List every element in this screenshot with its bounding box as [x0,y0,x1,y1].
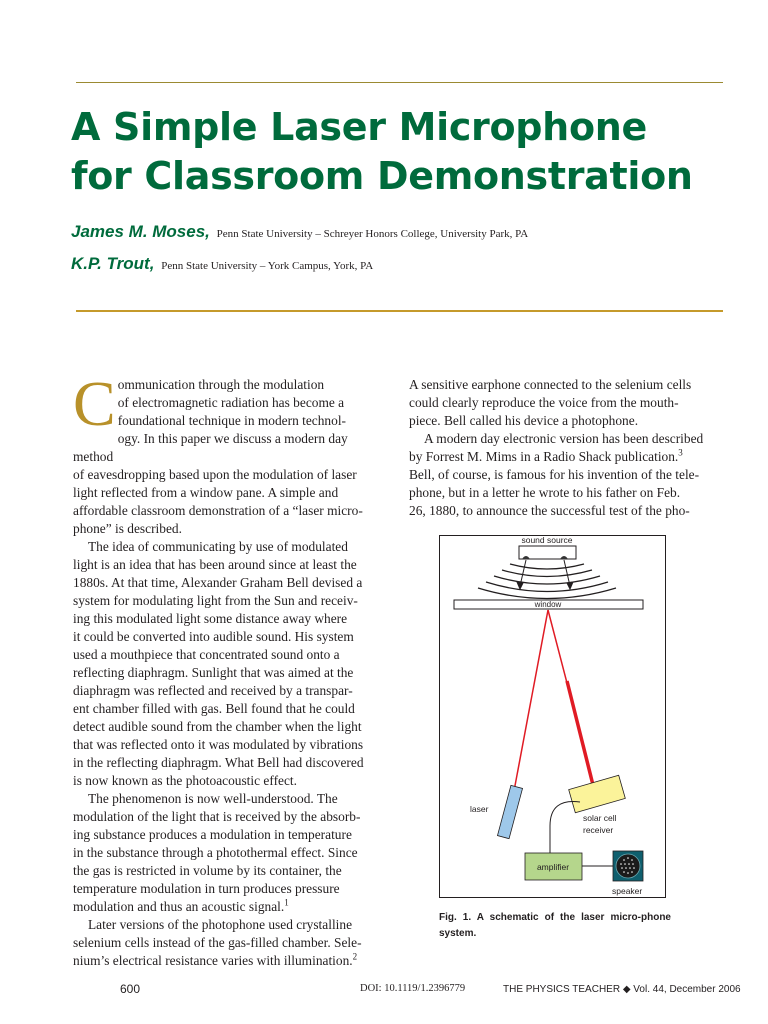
page-number: 600 [120,982,141,996]
article-title [71,103,751,201]
author-name: James M. Moses, [71,222,210,241]
body-line: in the reflecting diaphragm. What Bell had discovered [73,755,364,770]
body-line: that was reflected onto it was modulated by vibrations [73,737,364,752]
figure-caption: Fig. 1. A schematic of the laser micro-phone system. [439,912,671,939]
body-line: nium’s electrical resistance varies with illumination. [73,953,353,968]
paragraph-earphone [409,376,724,430]
title-block-rule [76,310,723,312]
incident-beam [514,610,548,791]
body-line: foundational technique in modern technol- [117,413,347,428]
body-line: modulation of the light that is received by the absorb- [73,809,361,824]
body-column-1 [73,368,383,970]
body-line: ommunication through the modulation [117,377,325,392]
solar-cell-receiver [569,775,626,812]
doi: DOI: 10.1119/1.2396779 [360,983,466,994]
body-line: ing substance produces a modulation in temperature [73,827,352,842]
body-line: diaphragm was reflected and received by a transpar- [73,683,353,698]
sound-source-label: sound source [521,536,573,545]
author-affiliation: Penn State University – York Campus, York, PA [161,260,374,272]
body-line: The idea of communicating by use of modulated [88,539,348,554]
header-rule [76,82,723,83]
body-line: piece. Bell called his device a photophone. [409,413,639,428]
body-line: 1880s. At that time, Alexander Graham Bell devised a [73,575,363,590]
body-line: of electromagnetic radiation has become a [117,395,345,410]
journal-citation: THE PHYSICS TEACHER ◆ Vol. 44, December 2006 [503,984,741,995]
body-line: Bell, of course, is famous for his invention of the tele- [409,467,700,482]
body-line: A modern day electronic version has been described [424,431,704,446]
body-line: of eavesdropping based upon the modulation of laser [73,467,357,482]
reference-superscript: 1 [284,897,289,908]
body-line: system for modulating light from the Sun and receiv- [73,593,358,608]
body-line: light is an idea that has been around since at least the [73,557,357,572]
body-line: Later versions of the photophone used crystalline [88,917,353,932]
title-line-1: A Simple Laser Microphone [71,105,647,149]
paragraph-history [73,538,383,790]
body-line: used a mouthpiece that concentrated sound onto a [73,647,340,662]
sound-waves [478,564,616,599]
author-1 [71,222,528,242]
figure-schematic [439,535,666,898]
paragraph-modern [409,430,724,520]
body-line: A sensitive earphone connected to the selenium cells [409,377,692,392]
schematic-svg [440,536,667,899]
body-line: detect audible sound from the chamber when the light [73,719,362,734]
laser-body [497,785,522,838]
body-line: affordable classroom demonstration of a “laser micro- [73,503,363,518]
body-line: ent chamber filled with gas. Bell found that he could [73,701,355,716]
author-2 [71,254,373,274]
body-line: ing this modulated light some distance away where [73,611,348,626]
body-line: 26, 1880, to announce the successful test of the pho- [409,503,690,518]
receiver-label: receiver [583,825,614,835]
title-line-2: for Classroom Demonstration [71,154,693,198]
reference-superscript: 2 [352,951,358,962]
body-line: modulation and thus an acoustic signal. [73,899,285,914]
body-line: light reflected from a window pane. A simple and [73,485,339,500]
paragraph-selenium [73,916,383,970]
body-line: the gas is restricted in volume by its container, the [73,863,342,878]
body-line: phone” is described. [73,521,182,536]
body-line: reflecting diaphragm. Sunlight that was aimed at the [73,665,354,680]
window-label: window [534,600,562,609]
body-line: The phenomenon is now well-understood. The [88,791,338,806]
body-line: selenium cells instead of the gas-filled chamber. Sele- [73,935,362,950]
body-line: is now known as the photoacoustic effect. [73,773,297,788]
body-line: ogy. In this paper we discuss a modern day method [73,431,348,464]
speaker-label: speaker [612,886,643,896]
reference-superscript: 3 [678,447,683,458]
body-line: it could be converted into audible sound. His system [73,629,354,644]
amplifier-label: amplifier [536,862,570,872]
drop-cap: C [73,368,116,439]
paragraph-intro [73,368,383,538]
body-line: could clearly reproduce the voice from the mouth- [409,395,679,410]
author-name: K.P. Trout, [71,254,155,273]
author-affiliation: Penn State University – Schreyer Honors College, University Park, PA [216,228,529,240]
body-line: temperature modulation in turn produces pressure [73,881,340,896]
solar-cell-label: solar cell [583,813,617,823]
body-line: in the substance through a photothermal effect. Since [73,845,358,860]
body-line: phone, but in a letter he wrote to his father on Feb. [409,485,681,500]
laser-label: laser [470,804,489,814]
body-column-2 [409,376,724,520]
body-line: by Forrest M. Mims in a Radio Shack publication. [409,449,679,464]
paragraph-phenomenon [73,790,383,916]
